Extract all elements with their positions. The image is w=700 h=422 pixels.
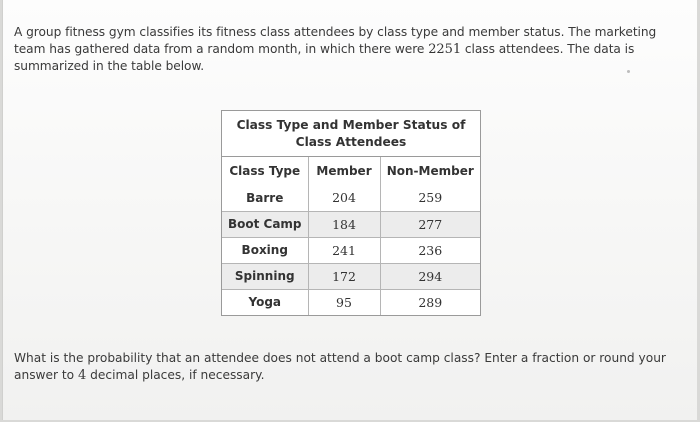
question-text-after: decimal places, if necessary. — [86, 368, 265, 382]
member-cell: 184 — [308, 211, 380, 237]
table-row — [222, 237, 480, 263]
table-row — [222, 289, 480, 315]
table-row — [222, 211, 480, 237]
header-member: Member — [308, 157, 380, 185]
data-table — [222, 157, 480, 315]
attendee-table — [221, 110, 481, 316]
non-member-cell: 236 — [380, 237, 480, 263]
class-type-cell: Boot Camp — [222, 211, 308, 237]
table-row — [222, 185, 480, 211]
non-member-cell: 289 — [418, 294, 443, 310]
header-class-type: Class Type — [222, 157, 308, 185]
header-non-member: Non-Member — [386, 164, 474, 178]
problem-page — [2, 0, 697, 420]
non-member-cell: 294 — [380, 263, 480, 289]
non-member-cell: 259 — [380, 185, 480, 211]
member-cell: 95 — [308, 289, 380, 315]
member-cell: 172 — [308, 263, 380, 289]
class-type-cell: Barre — [222, 185, 308, 211]
question-text-before: What is the probability that an attendee does not attend a boot camp class? Enter a fraction or round your answer to — [14, 351, 666, 382]
member-cell: 204 — [308, 185, 380, 211]
table-caption: Class Type and Member Status of Class Attendees — [222, 111, 480, 157]
class-type-cell: Boxing — [222, 237, 308, 263]
class-type-cell: Yoga — [222, 289, 308, 315]
non-member-cell: 277 — [380, 211, 480, 237]
table-header-row — [222, 157, 480, 185]
intro-text-before: A group fitness gym classifies its fitness class attendees by class type and member status. The marketing team has gathered data from a random month, in which there were — [14, 25, 657, 56]
member-cell: 241 — [308, 237, 380, 263]
decimal-places: 4 — [78, 368, 87, 383]
total-attendees: 2251 — [428, 42, 462, 57]
intro-text-after: class attendees. The data is summarized in the table below. — [14, 42, 635, 73]
table-row — [222, 263, 480, 289]
decorative-dot — [627, 70, 630, 73]
problem-intro — [14, 24, 686, 75]
question-text — [14, 350, 686, 384]
class-type-cell: Spinning — [222, 263, 308, 289]
